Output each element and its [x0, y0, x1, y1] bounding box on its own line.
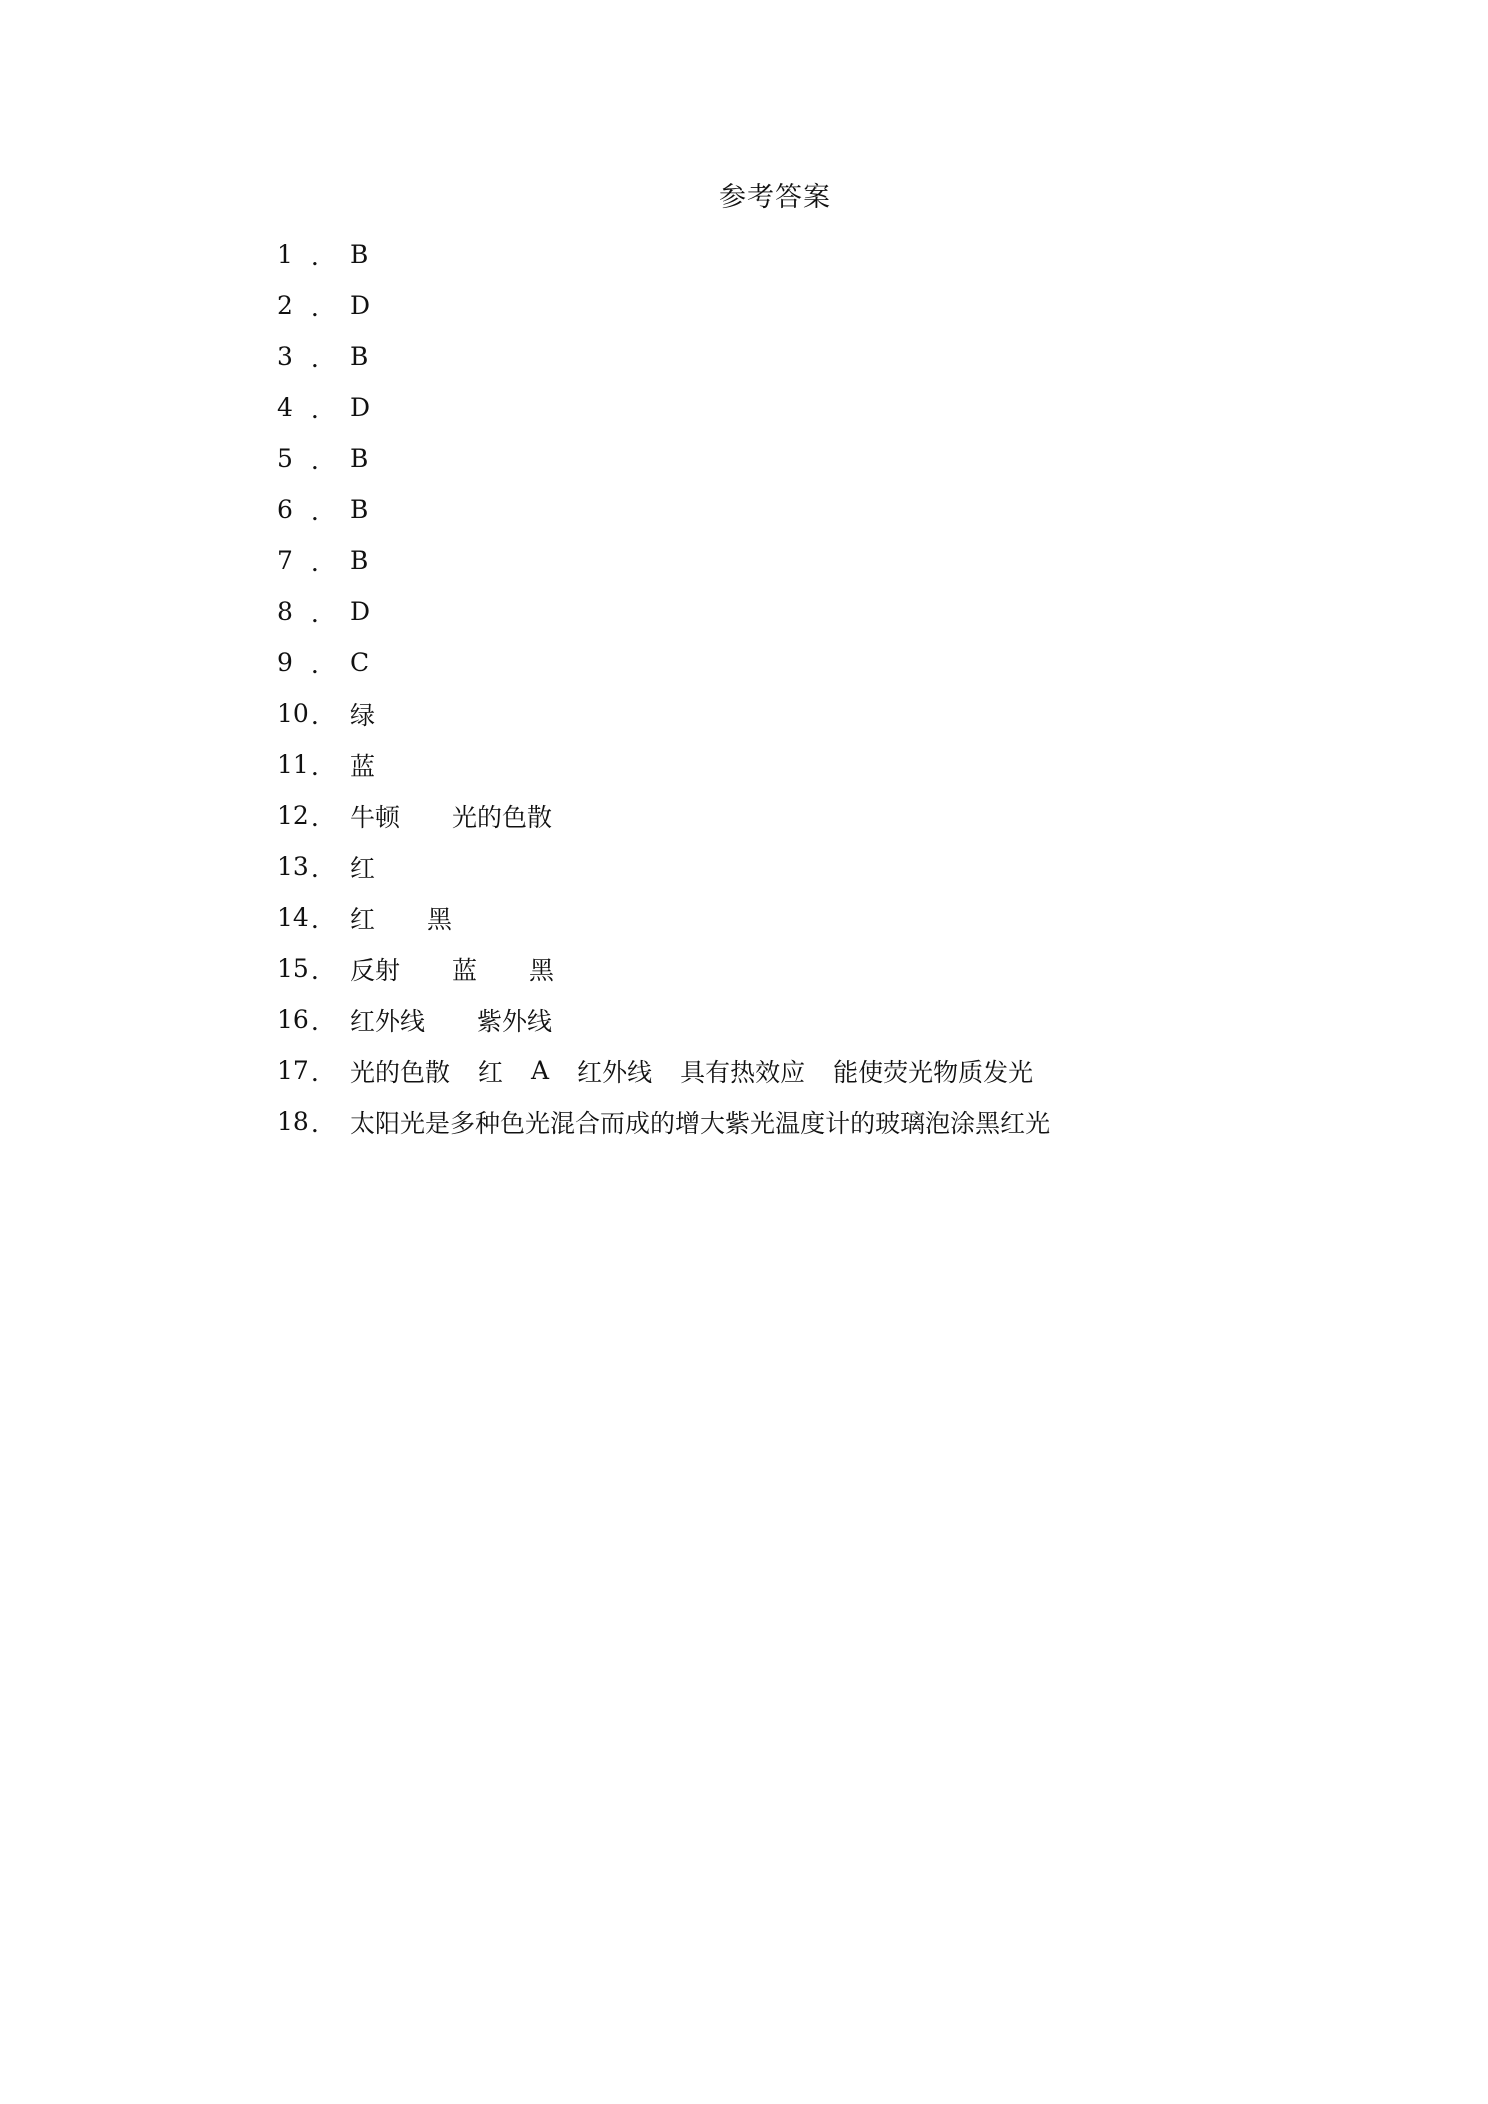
- answer-part: B: [350, 240, 369, 269]
- answer-part: 红外线: [350, 1006, 426, 1036]
- answer-part: 红: [350, 904, 376, 934]
- answer-separator: ．: [311, 445, 337, 475]
- answer-number: 18: [277, 1107, 309, 1136]
- answer-number: 12: [277, 801, 309, 830]
- answer-item-3: [277, 331, 1061, 382]
- answer-number: 14: [277, 903, 309, 932]
- answer-item-16: [277, 994, 1061, 1045]
- answer-separator: ．: [311, 955, 337, 985]
- answer-separator: ．: [311, 904, 337, 934]
- answer-part: B: [350, 546, 369, 575]
- answer-number: 3: [277, 342, 293, 371]
- answer-separator: ．: [311, 292, 337, 322]
- answer-part: 绿: [350, 700, 376, 730]
- answer-part: C: [350, 648, 370, 677]
- answer-part: D: [350, 597, 371, 626]
- answer-item-10: [277, 688, 1061, 739]
- answer-number: 13: [277, 852, 309, 881]
- answer-separator: ．: [311, 241, 337, 271]
- answer-separator: ．: [311, 1057, 337, 1087]
- answer-list: [277, 229, 1061, 1147]
- answer-number: 7: [277, 546, 293, 575]
- answer-number: 8: [277, 597, 293, 626]
- answer-item-7: [277, 535, 1061, 586]
- answer-part: 牛顿: [350, 802, 401, 832]
- answer-item-1: [277, 229, 1061, 280]
- answer-item-15: [277, 943, 1061, 994]
- answer-separator: ．: [311, 496, 337, 526]
- answer-part: 温度计的玻璃泡涂黑: [775, 1108, 1001, 1138]
- answer-number: 4: [277, 393, 293, 422]
- answer-number: 10: [277, 699, 309, 728]
- answer-item-9: [277, 637, 1061, 688]
- answer-item-5: [277, 433, 1061, 484]
- answer-part: 紫外线: [477, 1006, 553, 1036]
- answer-part: 黑: [427, 904, 453, 934]
- answer-number: 5: [277, 444, 293, 473]
- answer-part: 红外线: [577, 1057, 653, 1087]
- answer-number: 6: [277, 495, 293, 524]
- answer-number: 1: [277, 240, 293, 269]
- answer-part: A: [531, 1056, 550, 1085]
- answer-number: 9: [277, 648, 293, 677]
- answer-part: B: [350, 495, 369, 524]
- answer-number: 15: [277, 954, 309, 983]
- answer-part: 红: [478, 1057, 504, 1087]
- answer-part: D: [350, 393, 371, 422]
- answer-separator: ．: [311, 1006, 337, 1036]
- answer-part: 光的色散: [350, 1057, 451, 1087]
- answer-separator: ．: [311, 751, 337, 781]
- answer-part: 太阳光是多种色光混合而成的: [350, 1108, 676, 1138]
- answer-item-8: [277, 586, 1061, 637]
- answer-part: 能使荧光物质发光: [833, 1057, 1034, 1087]
- answer-separator: ．: [311, 1108, 337, 1138]
- answer-separator: ．: [311, 343, 337, 373]
- answer-part: B: [350, 444, 369, 473]
- answer-separator: ．: [311, 649, 337, 679]
- answer-item-14: [277, 892, 1061, 943]
- answer-part: 增大: [675, 1108, 726, 1138]
- answer-part: 红: [350, 853, 376, 883]
- answer-item-13: [277, 841, 1061, 892]
- answer-separator: ．: [311, 598, 337, 628]
- answer-number: 16: [277, 1005, 309, 1034]
- answer-part: 蓝: [452, 955, 478, 985]
- answer-separator: ．: [311, 802, 337, 832]
- answer-part: 反射: [350, 955, 401, 985]
- answer-part: 蓝: [350, 751, 376, 781]
- answer-item-12: [277, 790, 1061, 841]
- answer-item-17: [277, 1045, 1061, 1096]
- answer-separator: ．: [311, 547, 337, 577]
- answer-separator: ．: [311, 700, 337, 730]
- answer-part: 紫光: [725, 1108, 776, 1138]
- answer-number: 2: [277, 291, 293, 320]
- answer-number: 17: [277, 1056, 309, 1085]
- answer-item-2: [277, 280, 1061, 331]
- answer-part: D: [350, 291, 371, 320]
- answer-separator: ．: [311, 853, 337, 883]
- answer-part: 黑: [529, 955, 555, 985]
- answer-item-11: [277, 739, 1061, 790]
- page-title: 参考答案: [719, 182, 831, 213]
- answer-item-6: [277, 484, 1061, 535]
- answer-separator: ．: [311, 394, 337, 424]
- answer-number: 11: [277, 750, 309, 779]
- answer-part: B: [350, 342, 369, 371]
- answer-item-18: [277, 1096, 1061, 1147]
- answer-part: 红光: [1000, 1108, 1051, 1138]
- answer-part: 光的色散: [452, 802, 553, 832]
- answer-item-4: [277, 382, 1061, 433]
- answer-part: 具有热效应: [680, 1057, 806, 1087]
